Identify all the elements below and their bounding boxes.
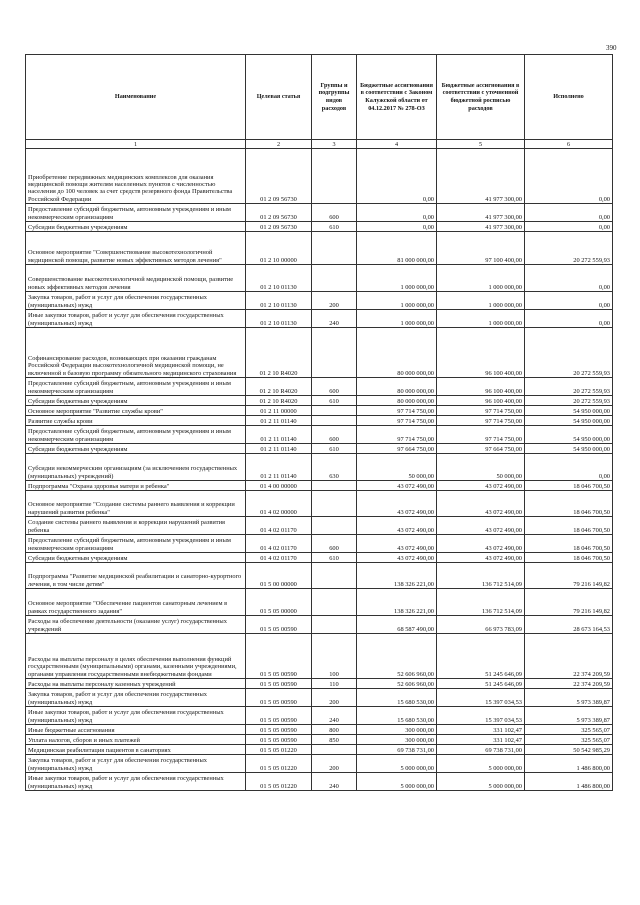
column-number: 1 bbox=[26, 140, 246, 149]
row-target-article: 01 2 11 01140 bbox=[246, 416, 312, 426]
row-executed-amount: 0,00 bbox=[525, 454, 613, 481]
row-law-amount: 69 738 731,00 bbox=[357, 745, 437, 755]
row-revised-amount: 97 100 400,00 bbox=[437, 232, 525, 265]
row-target-article: 01 5 05 01220 bbox=[246, 773, 312, 791]
row-name: Иные закупки товаров, работ и услуг для обеспечения государственных (муниципальных) нужд bbox=[26, 773, 246, 791]
header-target-article: Целевая статья bbox=[246, 55, 312, 140]
header-revised-allocation: Бюджетные ассигнования в соответствии с уточненной бюджетной росписью расходов bbox=[437, 55, 525, 140]
row-target-article: 01 4 02 01170 bbox=[246, 517, 312, 535]
table-row bbox=[26, 222, 613, 232]
row-revised-amount: 69 738 731,00 bbox=[437, 745, 525, 755]
header-expense-group: Группы и подгруппы видов расходов bbox=[312, 55, 357, 140]
row-law-amount: 80 000 000,00 bbox=[357, 328, 437, 378]
row-expense-group: 600 bbox=[312, 426, 357, 444]
row-executed-amount: 325 565,07 bbox=[525, 735, 613, 745]
row-revised-amount: 43 072 490,00 bbox=[437, 481, 525, 491]
row-expense-group bbox=[312, 563, 357, 589]
header-executed: Исполнено bbox=[525, 55, 613, 140]
row-name: Субсидии бюджетным учреждениям bbox=[26, 222, 246, 232]
row-executed-amount: 1 486 800,00 bbox=[525, 773, 613, 791]
row-law-amount: 300 000,00 bbox=[357, 725, 437, 735]
row-name: Иные бюджетные ассигнования bbox=[26, 725, 246, 735]
row-name: Иные закупки товаров, работ и услуг для обеспечения государственных (муниципальных) нужд bbox=[26, 707, 246, 725]
row-executed-amount: 79 216 149,82 bbox=[525, 563, 613, 589]
row-revised-amount: 41 977 300,00 bbox=[437, 149, 525, 204]
row-name: Основное мероприятие "Обеспечение пациентов санаторным лечением в рамках государственного задания" bbox=[26, 589, 246, 616]
row-revised-amount: 51 245 646,09 bbox=[437, 679, 525, 689]
row-law-amount: 43 072 490,00 bbox=[357, 535, 437, 553]
row-revised-amount: 331 102,47 bbox=[437, 725, 525, 735]
row-revised-amount: 1 000 000,00 bbox=[437, 310, 525, 328]
row-law-amount: 5 000 000,00 bbox=[357, 773, 437, 791]
row-executed-amount: 5 973 389,87 bbox=[525, 707, 613, 725]
row-expense-group: 800 bbox=[312, 725, 357, 735]
row-expense-group: 610 bbox=[312, 396, 357, 406]
row-law-amount: 80 000 000,00 bbox=[357, 378, 437, 396]
table-row bbox=[26, 310, 613, 328]
row-revised-amount: 96 100 400,00 bbox=[437, 378, 525, 396]
row-expense-group bbox=[312, 149, 357, 204]
table-row bbox=[26, 735, 613, 745]
table-row bbox=[26, 725, 613, 735]
row-executed-amount: 20 272 559,93 bbox=[525, 232, 613, 265]
row-executed-amount: 0,00 bbox=[525, 310, 613, 328]
row-revised-amount: 43 072 490,00 bbox=[437, 553, 525, 563]
row-law-amount: 50 000,00 bbox=[357, 454, 437, 481]
row-expense-group bbox=[312, 416, 357, 426]
table-row bbox=[26, 773, 613, 791]
row-revised-amount: 96 100 400,00 bbox=[437, 396, 525, 406]
column-number-row bbox=[26, 140, 613, 149]
row-target-article: 01 5 05 00590 bbox=[246, 735, 312, 745]
row-name: Предоставление субсидий бюджетным, автономным учреждениям и иным некоммерческим организациям bbox=[26, 535, 246, 553]
row-revised-amount: 97 664 750,00 bbox=[437, 444, 525, 454]
page-number: 390 bbox=[606, 44, 617, 52]
row-executed-amount: 325 565,07 bbox=[525, 725, 613, 735]
row-executed-amount: 18 046 700,50 bbox=[525, 481, 613, 491]
row-revised-amount: 41 977 300,00 bbox=[437, 222, 525, 232]
row-name: Закупка товаров, работ и услуг для обеспечения государственных (муниципальных) нужд bbox=[26, 755, 246, 773]
row-target-article: 01 2 10 01130 bbox=[246, 265, 312, 292]
column-number: 2 bbox=[246, 140, 312, 149]
row-target-article: 01 2 10 R4020 bbox=[246, 328, 312, 378]
row-executed-amount: 54 950 000,00 bbox=[525, 444, 613, 454]
row-revised-amount: 5 000 000,00 bbox=[437, 755, 525, 773]
row-expense-group: 240 bbox=[312, 773, 357, 791]
table-row bbox=[26, 517, 613, 535]
row-law-amount: 1 000 000,00 bbox=[357, 310, 437, 328]
row-revised-amount: 1 000 000,00 bbox=[437, 292, 525, 310]
row-target-article: 01 2 10 R4020 bbox=[246, 378, 312, 396]
row-expense-group: 610 bbox=[312, 553, 357, 563]
row-executed-amount: 20 272 559,93 bbox=[525, 378, 613, 396]
row-law-amount: 52 606 960,00 bbox=[357, 634, 437, 679]
row-law-amount: 52 606 960,00 bbox=[357, 679, 437, 689]
table-row bbox=[26, 589, 613, 616]
row-revised-amount: 1 000 000,00 bbox=[437, 265, 525, 292]
table-row bbox=[26, 204, 613, 222]
row-expense-group: 630 bbox=[312, 454, 357, 481]
row-name: Уплата налогов, сборов и иных платежей bbox=[26, 735, 246, 745]
row-law-amount: 43 072 490,00 bbox=[357, 481, 437, 491]
row-expense-group: 600 bbox=[312, 204, 357, 222]
column-number: 5 bbox=[437, 140, 525, 149]
row-name: Иные закупки товаров, работ и услуг для обеспечения государственных (муниципальных) нужд bbox=[26, 310, 246, 328]
table-row bbox=[26, 232, 613, 265]
row-revised-amount: 5 000 000,00 bbox=[437, 773, 525, 791]
row-target-article: 01 5 05 01220 bbox=[246, 755, 312, 773]
row-name: Закупка товаров, работ и услуг для обеспечения государственных (муниципальных) нужд bbox=[26, 292, 246, 310]
row-name: Подпрограмма "Развитие медицинской реабилитации и санаторно-курортного лечения, в том числе детям" bbox=[26, 563, 246, 589]
row-target-article: 01 5 05 00590 bbox=[246, 707, 312, 725]
row-expense-group bbox=[312, 517, 357, 535]
row-executed-amount: 50 542 985,29 bbox=[525, 745, 613, 755]
row-name: Основное мероприятие "Совершенствование высокотехнологичной медицинской помощи, развитие новых эффективных методов лечения" bbox=[26, 232, 246, 265]
row-executed-amount: 0,00 bbox=[525, 265, 613, 292]
row-expense-group bbox=[312, 491, 357, 517]
row-expense-group: 610 bbox=[312, 222, 357, 232]
table-row bbox=[26, 755, 613, 773]
row-revised-amount: 50 000,00 bbox=[437, 454, 525, 481]
row-expense-group bbox=[312, 481, 357, 491]
table-row bbox=[26, 444, 613, 454]
row-executed-amount: 28 673 164,53 bbox=[525, 616, 613, 634]
row-law-amount: 97 714 750,00 bbox=[357, 426, 437, 444]
row-target-article: 01 2 10 01130 bbox=[246, 292, 312, 310]
row-expense-group: 100 bbox=[312, 634, 357, 679]
row-revised-amount: 97 714 750,00 bbox=[437, 416, 525, 426]
row-law-amount: 15 680 530,00 bbox=[357, 689, 437, 707]
row-revised-amount: 43 072 490,00 bbox=[437, 491, 525, 517]
row-law-amount: 43 072 490,00 bbox=[357, 491, 437, 517]
column-number: 3 bbox=[312, 140, 357, 149]
table-body bbox=[26, 149, 613, 791]
row-executed-amount: 1 486 800,00 bbox=[525, 755, 613, 773]
row-executed-amount: 0,00 bbox=[525, 204, 613, 222]
row-expense-group bbox=[312, 328, 357, 378]
row-target-article: 01 2 11 01140 bbox=[246, 426, 312, 444]
budget-execution-table bbox=[25, 54, 613, 791]
row-law-amount: 1 000 000,00 bbox=[357, 265, 437, 292]
table-row bbox=[26, 416, 613, 426]
row-name: Расходы на выплаты персоналу в целях обеспечения выполнения функций государственными (муниципальными) органами, казенными учреждениями, органами управления государственными внебюджетными фондами bbox=[26, 634, 246, 679]
table-row bbox=[26, 553, 613, 563]
row-name: Софинансирование расходов, возникающих при оказании гражданам Российской Федерации высокотехнологичной медицинской помощи, не включенной в базовую программу обязательного медицинского страхования bbox=[26, 328, 246, 378]
row-target-article: 01 5 05 00590 bbox=[246, 689, 312, 707]
row-expense-group bbox=[312, 589, 357, 616]
row-target-article: 01 4 02 00000 bbox=[246, 491, 312, 517]
row-revised-amount: 96 100 400,00 bbox=[437, 328, 525, 378]
row-executed-amount: 54 950 000,00 bbox=[525, 426, 613, 444]
table-row bbox=[26, 454, 613, 481]
table-row bbox=[26, 292, 613, 310]
row-expense-group: 610 bbox=[312, 444, 357, 454]
row-target-article: 01 2 09 56730 bbox=[246, 204, 312, 222]
row-executed-amount: 54 950 000,00 bbox=[525, 406, 613, 416]
row-executed-amount: 18 046 700,50 bbox=[525, 535, 613, 553]
table-row bbox=[26, 378, 613, 396]
row-executed-amount: 0,00 bbox=[525, 149, 613, 204]
row-expense-group bbox=[312, 265, 357, 292]
row-name: Расходы на выплаты персоналу казенных учреждений bbox=[26, 679, 246, 689]
row-name: Предоставление субсидий бюджетным, автономным учреждениям и иным некоммерческим организациям bbox=[26, 204, 246, 222]
row-name: Субсидии некоммерческим организациям (за исключением государственных (муниципальных) учреждений) bbox=[26, 454, 246, 481]
row-revised-amount: 43 072 490,00 bbox=[437, 535, 525, 553]
row-name: Предоставление субсидий бюджетным, автономным учреждениям и иным некоммерческим организациям bbox=[26, 426, 246, 444]
row-target-article: 01 5 05 00590 bbox=[246, 725, 312, 735]
row-target-article: 01 5 05 00590 bbox=[246, 679, 312, 689]
row-executed-amount: 5 973 389,87 bbox=[525, 689, 613, 707]
row-law-amount: 68 587 490,00 bbox=[357, 616, 437, 634]
row-law-amount: 97 664 750,00 bbox=[357, 444, 437, 454]
row-executed-amount: 54 950 000,00 bbox=[525, 416, 613, 426]
row-law-amount: 43 072 490,00 bbox=[357, 553, 437, 563]
row-name: Медицинская реабилитация пациентов в санаториях bbox=[26, 745, 246, 755]
row-law-amount: 0,00 bbox=[357, 222, 437, 232]
row-executed-amount: 18 046 700,50 bbox=[525, 517, 613, 535]
row-expense-group bbox=[312, 406, 357, 416]
row-target-article: 01 2 09 56730 bbox=[246, 222, 312, 232]
header-name: Наименование bbox=[26, 55, 246, 140]
row-name: Совершенствование высокотехнологичной медицинской помощи, развитие новых эффективных методов лечения bbox=[26, 265, 246, 292]
table-row bbox=[26, 634, 613, 679]
row-executed-amount: 22 374 209,59 bbox=[525, 634, 613, 679]
row-name: Закупка товаров, работ и услуг для обеспечения государственных (муниципальных) нужд bbox=[26, 689, 246, 707]
row-target-article: 01 5 05 00000 bbox=[246, 589, 312, 616]
row-expense-group bbox=[312, 616, 357, 634]
row-name: Основное мероприятие "Развитие службы крови" bbox=[26, 406, 246, 416]
row-name: Приобретение передвижных медицинских комплексов для оказания медицинской помощи жителям населенных пунктов с численностью населения до 100 человек за счет средств резервного фонда Правительства Российской Федерации bbox=[26, 149, 246, 204]
row-name: Расходы на обеспечение деятельности (оказание услуг) государственных учреждений bbox=[26, 616, 246, 634]
row-target-article: 01 2 09 56730 bbox=[246, 149, 312, 204]
row-target-article: 01 2 10 00000 bbox=[246, 232, 312, 265]
row-executed-amount: 22 374 209,59 bbox=[525, 679, 613, 689]
row-expense-group: 110 bbox=[312, 679, 357, 689]
row-law-amount: 97 714 750,00 bbox=[357, 406, 437, 416]
row-executed-amount: 18 046 700,50 bbox=[525, 553, 613, 563]
table-row bbox=[26, 406, 613, 416]
row-expense-group: 850 bbox=[312, 735, 357, 745]
row-expense-group: 240 bbox=[312, 310, 357, 328]
row-revised-amount: 15 397 034,53 bbox=[437, 689, 525, 707]
row-law-amount: 0,00 bbox=[357, 149, 437, 204]
header-row bbox=[26, 55, 613, 140]
row-name: Субсидии бюджетным учреждениям bbox=[26, 553, 246, 563]
header-law-allocation: Бюджетные ассигнования в соответствии с Законом Калужской области от 04.12.2017 № 278-ОЗ bbox=[357, 55, 437, 140]
row-law-amount: 80 000 000,00 bbox=[357, 396, 437, 406]
row-name: Создание системы раннего выявления и коррекции нарушений развития ребенка bbox=[26, 517, 246, 535]
row-target-article: 01 5 00 00000 bbox=[246, 563, 312, 589]
row-executed-amount: 20 272 559,93 bbox=[525, 396, 613, 406]
table-row bbox=[26, 563, 613, 589]
row-executed-amount: 18 046 700,50 bbox=[525, 491, 613, 517]
row-target-article: 01 5 05 00590 bbox=[246, 616, 312, 634]
table-row bbox=[26, 328, 613, 378]
row-law-amount: 15 680 530,00 bbox=[357, 707, 437, 725]
table-row bbox=[26, 491, 613, 517]
row-executed-amount: 0,00 bbox=[525, 222, 613, 232]
row-expense-group: 200 bbox=[312, 292, 357, 310]
row-revised-amount: 97 714 750,00 bbox=[437, 406, 525, 416]
row-executed-amount: 79 216 149,82 bbox=[525, 589, 613, 616]
table-row bbox=[26, 707, 613, 725]
table-row bbox=[26, 149, 613, 204]
table-row bbox=[26, 745, 613, 755]
row-revised-amount: 51 245 646,09 bbox=[437, 634, 525, 679]
row-law-amount: 43 072 490,00 bbox=[357, 517, 437, 535]
row-law-amount: 1 000 000,00 bbox=[357, 292, 437, 310]
row-revised-amount: 136 712 514,09 bbox=[437, 589, 525, 616]
row-target-article: 01 4 00 00000 bbox=[246, 481, 312, 491]
row-expense-group: 200 bbox=[312, 689, 357, 707]
table-row bbox=[26, 616, 613, 634]
row-law-amount: 97 714 750,00 bbox=[357, 416, 437, 426]
table-row bbox=[26, 265, 613, 292]
row-revised-amount: 15 397 034,53 bbox=[437, 707, 525, 725]
row-target-article: 01 2 10 01130 bbox=[246, 310, 312, 328]
row-target-article: 01 2 11 01140 bbox=[246, 454, 312, 481]
row-law-amount: 5 000 000,00 bbox=[357, 755, 437, 773]
row-revised-amount: 43 072 490,00 bbox=[437, 517, 525, 535]
row-name: Развитие службы крови bbox=[26, 416, 246, 426]
row-name: Подпрограмма "Охрана здоровья матери и ребенка" bbox=[26, 481, 246, 491]
row-target-article: 01 4 02 01170 bbox=[246, 553, 312, 563]
row-expense-group: 600 bbox=[312, 378, 357, 396]
row-target-article: 01 2 11 01140 bbox=[246, 444, 312, 454]
row-revised-amount: 97 714 750,00 bbox=[437, 426, 525, 444]
row-law-amount: 138 326 221,00 bbox=[357, 563, 437, 589]
table-row bbox=[26, 481, 613, 491]
table-row bbox=[26, 535, 613, 553]
row-revised-amount: 41 977 300,00 bbox=[437, 204, 525, 222]
column-number: 6 bbox=[525, 140, 613, 149]
row-executed-amount: 20 272 559,93 bbox=[525, 328, 613, 378]
row-target-article: 01 2 11 00000 bbox=[246, 406, 312, 416]
row-target-article: 01 5 05 01220 bbox=[246, 745, 312, 755]
table-row bbox=[26, 689, 613, 707]
row-expense-group bbox=[312, 232, 357, 265]
row-name: Предоставление субсидий бюджетным, автономным учреждениям и иным некоммерческим организациям bbox=[26, 378, 246, 396]
row-name: Субсидии бюджетным учреждениям bbox=[26, 396, 246, 406]
row-expense-group: 200 bbox=[312, 755, 357, 773]
row-target-article: 01 5 05 00590 bbox=[246, 634, 312, 679]
row-revised-amount: 136 712 514,09 bbox=[437, 563, 525, 589]
table-row bbox=[26, 396, 613, 406]
row-law-amount: 300 000,00 bbox=[357, 735, 437, 745]
row-revised-amount: 331 102,47 bbox=[437, 735, 525, 745]
row-expense-group: 240 bbox=[312, 707, 357, 725]
column-number: 4 bbox=[357, 140, 437, 149]
row-expense-group bbox=[312, 745, 357, 755]
row-expense-group: 600 bbox=[312, 535, 357, 553]
table-row bbox=[26, 679, 613, 689]
row-executed-amount: 0,00 bbox=[525, 292, 613, 310]
row-name: Основное мероприятие "Создание системы раннего выявления и коррекции нарушений развития ребенка" bbox=[26, 491, 246, 517]
row-revised-amount: 66 973 783,09 bbox=[437, 616, 525, 634]
row-target-article: 01 2 10 R4020 bbox=[246, 396, 312, 406]
row-law-amount: 138 326 221,00 bbox=[357, 589, 437, 616]
row-law-amount: 81 000 000,00 bbox=[357, 232, 437, 265]
row-target-article: 01 4 02 01170 bbox=[246, 535, 312, 553]
row-name: Субсидии бюджетным учреждениям bbox=[26, 444, 246, 454]
table-row bbox=[26, 426, 613, 444]
row-law-amount: 0,00 bbox=[357, 204, 437, 222]
